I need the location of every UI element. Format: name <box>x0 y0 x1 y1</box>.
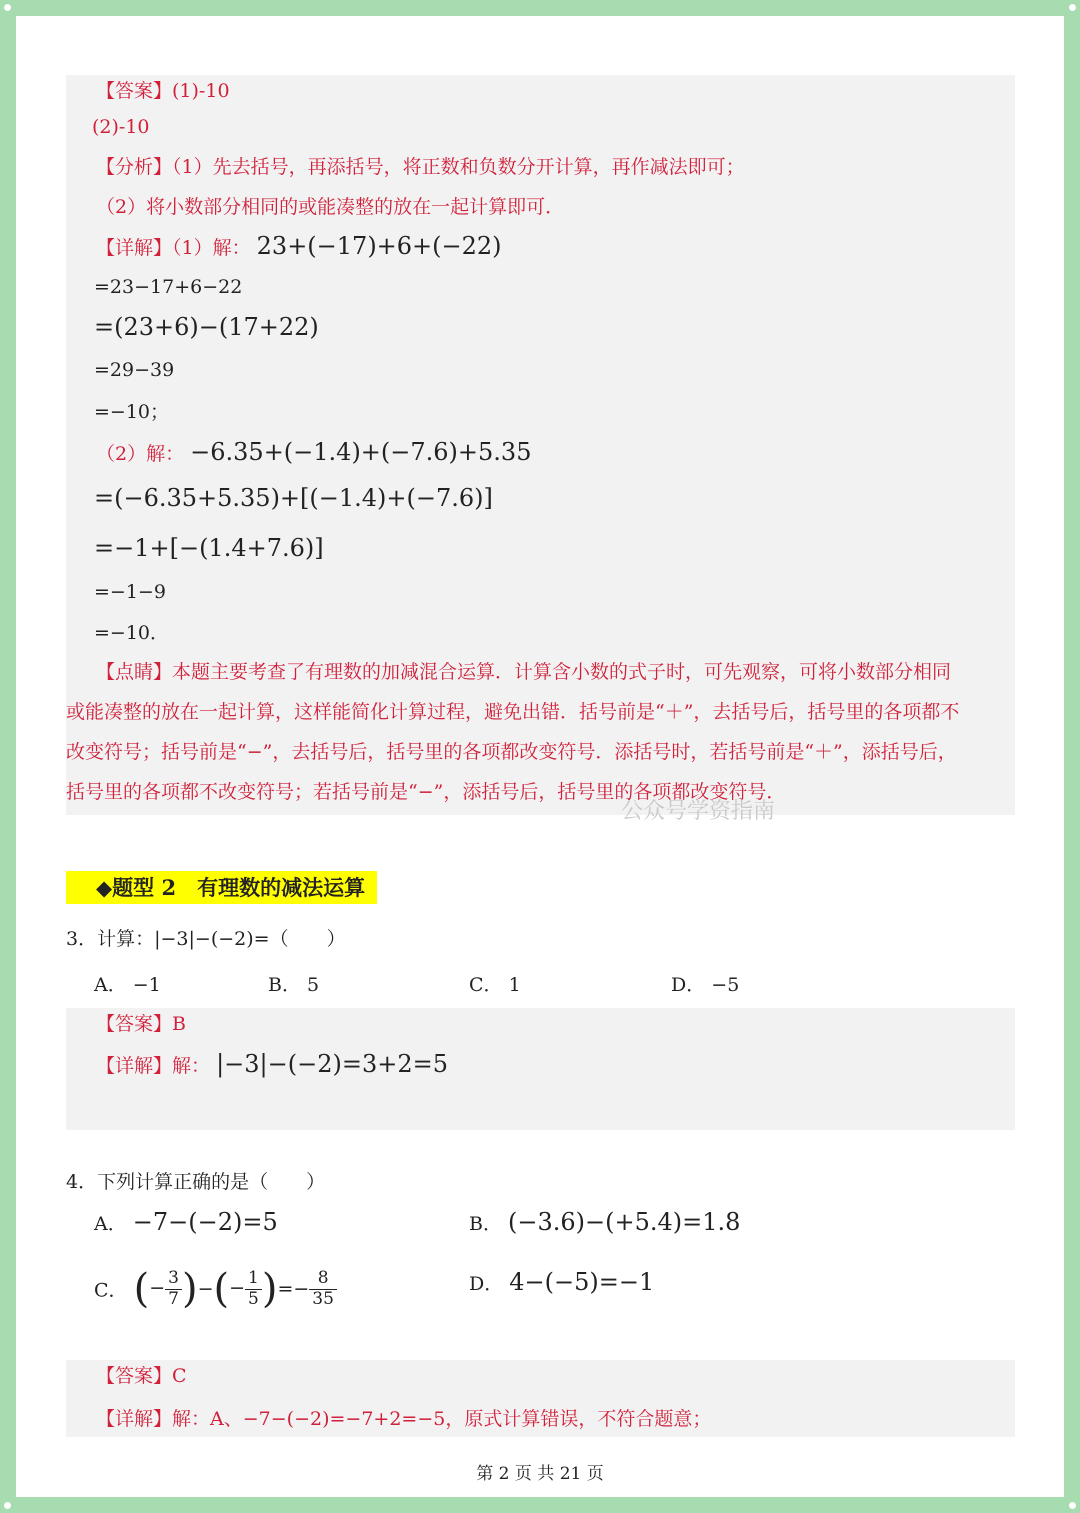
comment-text: 本题主要考查了有理数的加减混合运算．计算含小数的式子时，可先观察，可将小数部分相同 <box>172 661 952 683</box>
answer-line <box>96 76 230 103</box>
question-3 <box>66 924 346 951</box>
option-letter: C． <box>469 974 503 996</box>
answer-part-2: (2)-10 <box>92 116 150 138</box>
detail-line <box>96 1050 448 1078</box>
question-4-stem: 4．下列计算正确的是（ ） <box>66 1171 326 1193</box>
step-line <box>94 484 493 512</box>
detail-text: 解：A、−7−(−2)=−7+2=−5，原式计算错误，不符合题意； <box>172 1408 712 1430</box>
corner-dot <box>1069 4 1076 11</box>
comment-line-3 <box>66 737 957 764</box>
section-title-text: ◆题型 2 有理数的减法运算 <box>66 871 377 904</box>
step-line <box>94 276 242 298</box>
analysis-line-1 <box>96 152 745 179</box>
comment-line-1 <box>96 657 951 684</box>
comment-text: 改变符号；括号前是“−”，去括号后，括号里的各项都改变符号．添括号时，若括号前是“＋”，添括号后， <box>66 741 957 763</box>
option-value: 4−(−5)=−1 <box>509 1268 655 1296</box>
option-value: −1 <box>132 974 161 996</box>
answer-value: C <box>172 1365 187 1387</box>
fraction <box>245 1269 262 1309</box>
math-expression: −6.35+(−1.4)+(−7.6)+5.35 <box>190 438 532 466</box>
option-value: (− $\frac{3}{7}$ )−(− $\frac{1}{5}$ )=− $\frac{8}{35}$ <box>134 1277 337 1299</box>
numerator: 1 <box>245 1269 262 1290</box>
denominator: 35 <box>312 1288 334 1309</box>
detail-line-2 <box>96 438 531 466</box>
option-letter: D． <box>469 1273 504 1295</box>
option-letter: A． <box>94 1213 127 1235</box>
math-step: =−10； <box>94 401 170 423</box>
corner-dot <box>4 1502 11 1509</box>
detail-label: 【详解】 <box>96 1055 173 1077</box>
step-line <box>94 534 324 562</box>
detail-label: 【详解】 <box>96 237 173 259</box>
corner-dot <box>4 4 11 11</box>
analysis-line-2 <box>96 192 564 219</box>
analysis-text-2: （2）将小数部分相同的或能凑整的放在一起计算即可． <box>96 196 565 218</box>
math-step: =(−6.35+5.35)+[(−1.4)+(−7.6)] <box>94 484 493 512</box>
option-a <box>94 1208 278 1236</box>
math-step: =29−39 <box>94 359 175 381</box>
math-expression: |−3|−(−2)=3+2=5 <box>216 1050 448 1078</box>
answer-value: B <box>172 1013 186 1035</box>
option-value: 1 <box>508 974 521 996</box>
option-a <box>94 970 161 997</box>
numerator: 3 <box>165 1269 182 1290</box>
comment-line-2 <box>66 697 959 724</box>
option-value: (−3.6)−(+5.4)=1.8 <box>508 1208 741 1236</box>
document-page <box>16 16 1064 1497</box>
math-step: =−10． <box>94 622 170 644</box>
section-title <box>66 872 377 902</box>
denominator: 7 <box>168 1288 179 1309</box>
option-letter: C． <box>94 1279 128 1302</box>
fraction <box>165 1269 182 1309</box>
math-expression: 23+(−17)+6+(−22) <box>256 232 502 260</box>
analysis-text-1: （1）先去括号，再添括号，将正数和负数分开计算，再作减法即可； <box>172 156 745 178</box>
detail-prefix: （2）解： <box>96 443 185 465</box>
option-letter: B． <box>469 1213 502 1235</box>
answer-part-1: (1)-10 <box>172 80 230 102</box>
math-step: =23−17+6−22 <box>94 276 243 298</box>
option-letter: B． <box>268 974 301 996</box>
option-c <box>469 970 521 997</box>
watermark: 公众号学资指南 <box>621 799 776 824</box>
detail-prefix: 解： <box>172 1055 211 1077</box>
answer-line <box>96 1361 187 1388</box>
detail-line-1 <box>96 232 502 260</box>
answer-line <box>96 1009 186 1036</box>
answer-label: 【答案】 <box>96 1365 173 1387</box>
option-d <box>671 970 739 997</box>
option-d <box>469 1268 654 1296</box>
answer-label: 【答案】 <box>96 1013 173 1035</box>
comment-text: 括号里的各项都不改变符号；若括号前是“−”，添括号后，括号里的各项都改变符号． <box>66 781 786 803</box>
option-b <box>268 970 319 997</box>
option-letter: D． <box>671 974 706 996</box>
analysis-label: 【分析】 <box>96 156 173 178</box>
question-3-prefix: 3．计算： <box>66 928 155 950</box>
step-line <box>94 581 166 603</box>
corner-dot <box>1069 1502 1076 1509</box>
option-letter: A． <box>94 974 127 996</box>
detail-line <box>96 1404 711 1431</box>
step-line <box>94 397 169 424</box>
option-value: −7−(−2)=5 <box>132 1208 278 1236</box>
answer-line-2 <box>92 116 150 138</box>
option-b <box>469 1208 740 1236</box>
option-value: 5 <box>307 974 320 996</box>
page-footer: 第 2 页 共 21 页 <box>476 1464 604 1484</box>
step-line <box>94 618 169 645</box>
detail-label: 【详解】 <box>96 1408 173 1430</box>
math-step: =(23+6)−(17+22) <box>94 313 319 341</box>
step-line <box>94 359 174 381</box>
step-line <box>94 313 319 341</box>
numerator: 8 <box>309 1269 337 1290</box>
denominator: 5 <box>248 1288 259 1309</box>
answer-label: 【答案】 <box>96 80 173 102</box>
comment-text: 或能凑整的放在一起计算，这样能简化计算过程，避免出错．括号前是“＋”，去括号后，括号里的各项都不 <box>66 701 960 723</box>
math-step: =−1−9 <box>94 581 166 603</box>
option-value: −5 <box>711 974 740 996</box>
option-c <box>94 1266 337 1312</box>
question-4 <box>66 1167 325 1194</box>
math-step: =−1+[−(1.4+7.6)] <box>94 534 324 562</box>
detail-prefix: （1）解： <box>172 237 251 259</box>
comment-label: 【点睛】 <box>96 661 173 683</box>
fraction <box>309 1269 337 1309</box>
question-3-expr: |−3|−(−2)=（ ） <box>154 928 346 950</box>
